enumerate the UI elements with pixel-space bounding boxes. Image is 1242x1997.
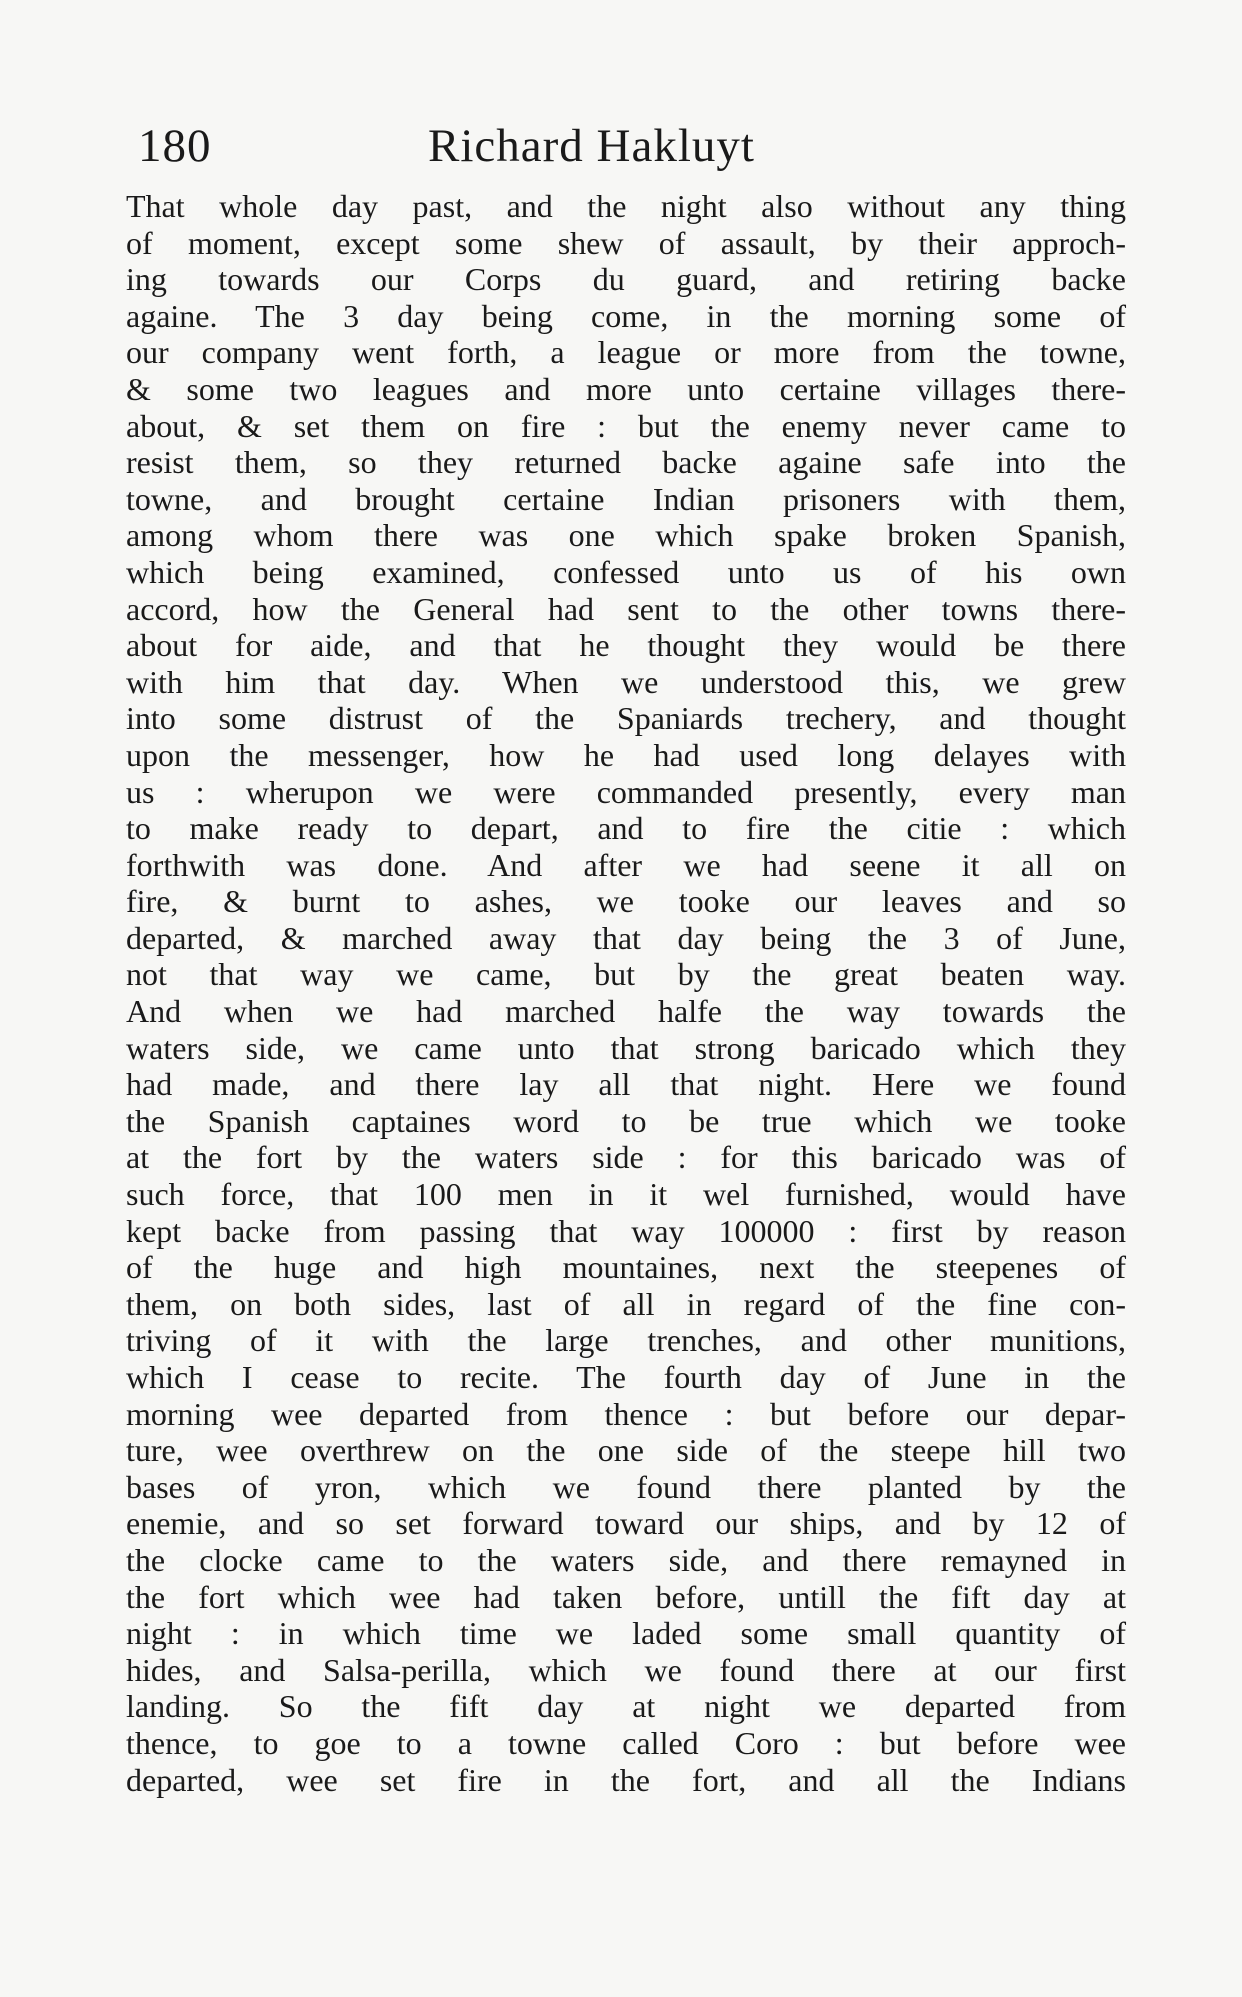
text-line: night : in which time we laded some small quantity of — [126, 1615, 1126, 1652]
text-line: the Spanish captaines word to be true which we tooke — [126, 1102, 1126, 1139]
text-line: fire, & burnt to ashes, we tooke our leaves and so — [126, 883, 1126, 920]
text-line: resist them, so they returned backe againe safe into the — [126, 444, 1126, 481]
text-line: to make ready to depart, and to fire the citie : which — [126, 810, 1126, 847]
body-text — [126, 188, 1126, 1798]
running-head: Richard Hakluyt — [428, 120, 755, 172]
text-line: bases of yron, which we found there planted by the — [126, 1468, 1126, 1505]
text-line: which I cease to recite. The fourth day of June in the — [126, 1359, 1126, 1395]
text-line: upon the messenger, how he had used long delayes with — [126, 736, 1126, 773]
text-line: & some two leagues and more unto certaine villages there- — [126, 370, 1126, 407]
text-line: the fort which wee had taken before, untill the fift day at — [126, 1578, 1126, 1615]
text-line: triving of it with the large trenches, and other munitions, — [126, 1322, 1126, 1359]
text-line: That whole day past, and the night also without any thing — [126, 188, 1126, 224]
text-line: hides, and Salsa-perilla, which we found there at our first — [126, 1651, 1126, 1688]
text-line: ture, wee overthrew on the one side of the steepe hill two — [126, 1432, 1126, 1469]
text-line: enemie, and so set forward toward our ships, and by 12 of — [126, 1505, 1126, 1542]
text-line: such force, that 100 men in it wel furnished, would have — [126, 1176, 1126, 1213]
text-line: And when we had marched halfe the way towards the — [126, 993, 1126, 1030]
text-line: againe. The 3 day being come, in the morning some of — [126, 297, 1126, 334]
text-line: about for aide, and that he thought they would be there — [126, 627, 1126, 664]
text-line: at the fort by the waters side : for this baricado was of — [126, 1139, 1126, 1176]
text-line: about, & set them on fire : but the enemy never came to — [126, 407, 1126, 444]
text-line: of the huge and high mountaines, next the steepenes of — [126, 1249, 1126, 1286]
text-line: landing. So the fift day at night we departed from — [126, 1688, 1126, 1725]
text-line: accord, how the General had sent to the other towns there- — [126, 590, 1126, 627]
text-line: forthwith was done. And after we had seene it all on — [126, 846, 1126, 883]
page-header — [138, 116, 1128, 186]
text-line: with him that day. When we understood this, we grew — [126, 663, 1126, 700]
text-line: morning wee departed from thence : but before our depar- — [126, 1395, 1126, 1432]
text-line: not that way we came, but by the great beaten way. — [126, 956, 1126, 993]
text-line: us : wherupon we were commanded presently, every man — [126, 773, 1126, 810]
text-line: waters side, we came unto that strong baricado which they — [126, 1029, 1126, 1066]
text-line: departed, wee set fire in the fort, and all the Indians — [126, 1761, 1126, 1798]
text-line: had made, and there lay all that night. Here we found — [126, 1066, 1126, 1103]
text-line: the clocke came to the waters side, and there remayned in — [126, 1541, 1126, 1578]
text-line: which being examined, confessed unto us of his own — [126, 553, 1126, 590]
text-line: into some distrust of the Spaniards trechery, and thought — [126, 700, 1126, 737]
text-line: departed, & marched away that day being the 3 of June, — [126, 919, 1126, 956]
text-line: them, on both sides, last of all in regard of the fine con- — [126, 1285, 1126, 1322]
text-line: among whom there was one which spake broken Spanish, — [126, 517, 1126, 554]
text-line: ing towards our Corps du guard, and retiring backe — [126, 261, 1126, 298]
text-line: of moment, except some shew of assault, by their approch- — [126, 224, 1126, 261]
text-line: our company went forth, a league or more from the towne, — [126, 334, 1126, 371]
text-line: kept backe from passing that way 100000 : first by reason — [126, 1212, 1126, 1249]
page-number: 180 — [138, 120, 212, 172]
text-line: towne, and brought certaine Indian prisoners with them, — [126, 480, 1126, 517]
text-line: thence, to goe to a towne called Coro : but before wee — [126, 1724, 1126, 1761]
